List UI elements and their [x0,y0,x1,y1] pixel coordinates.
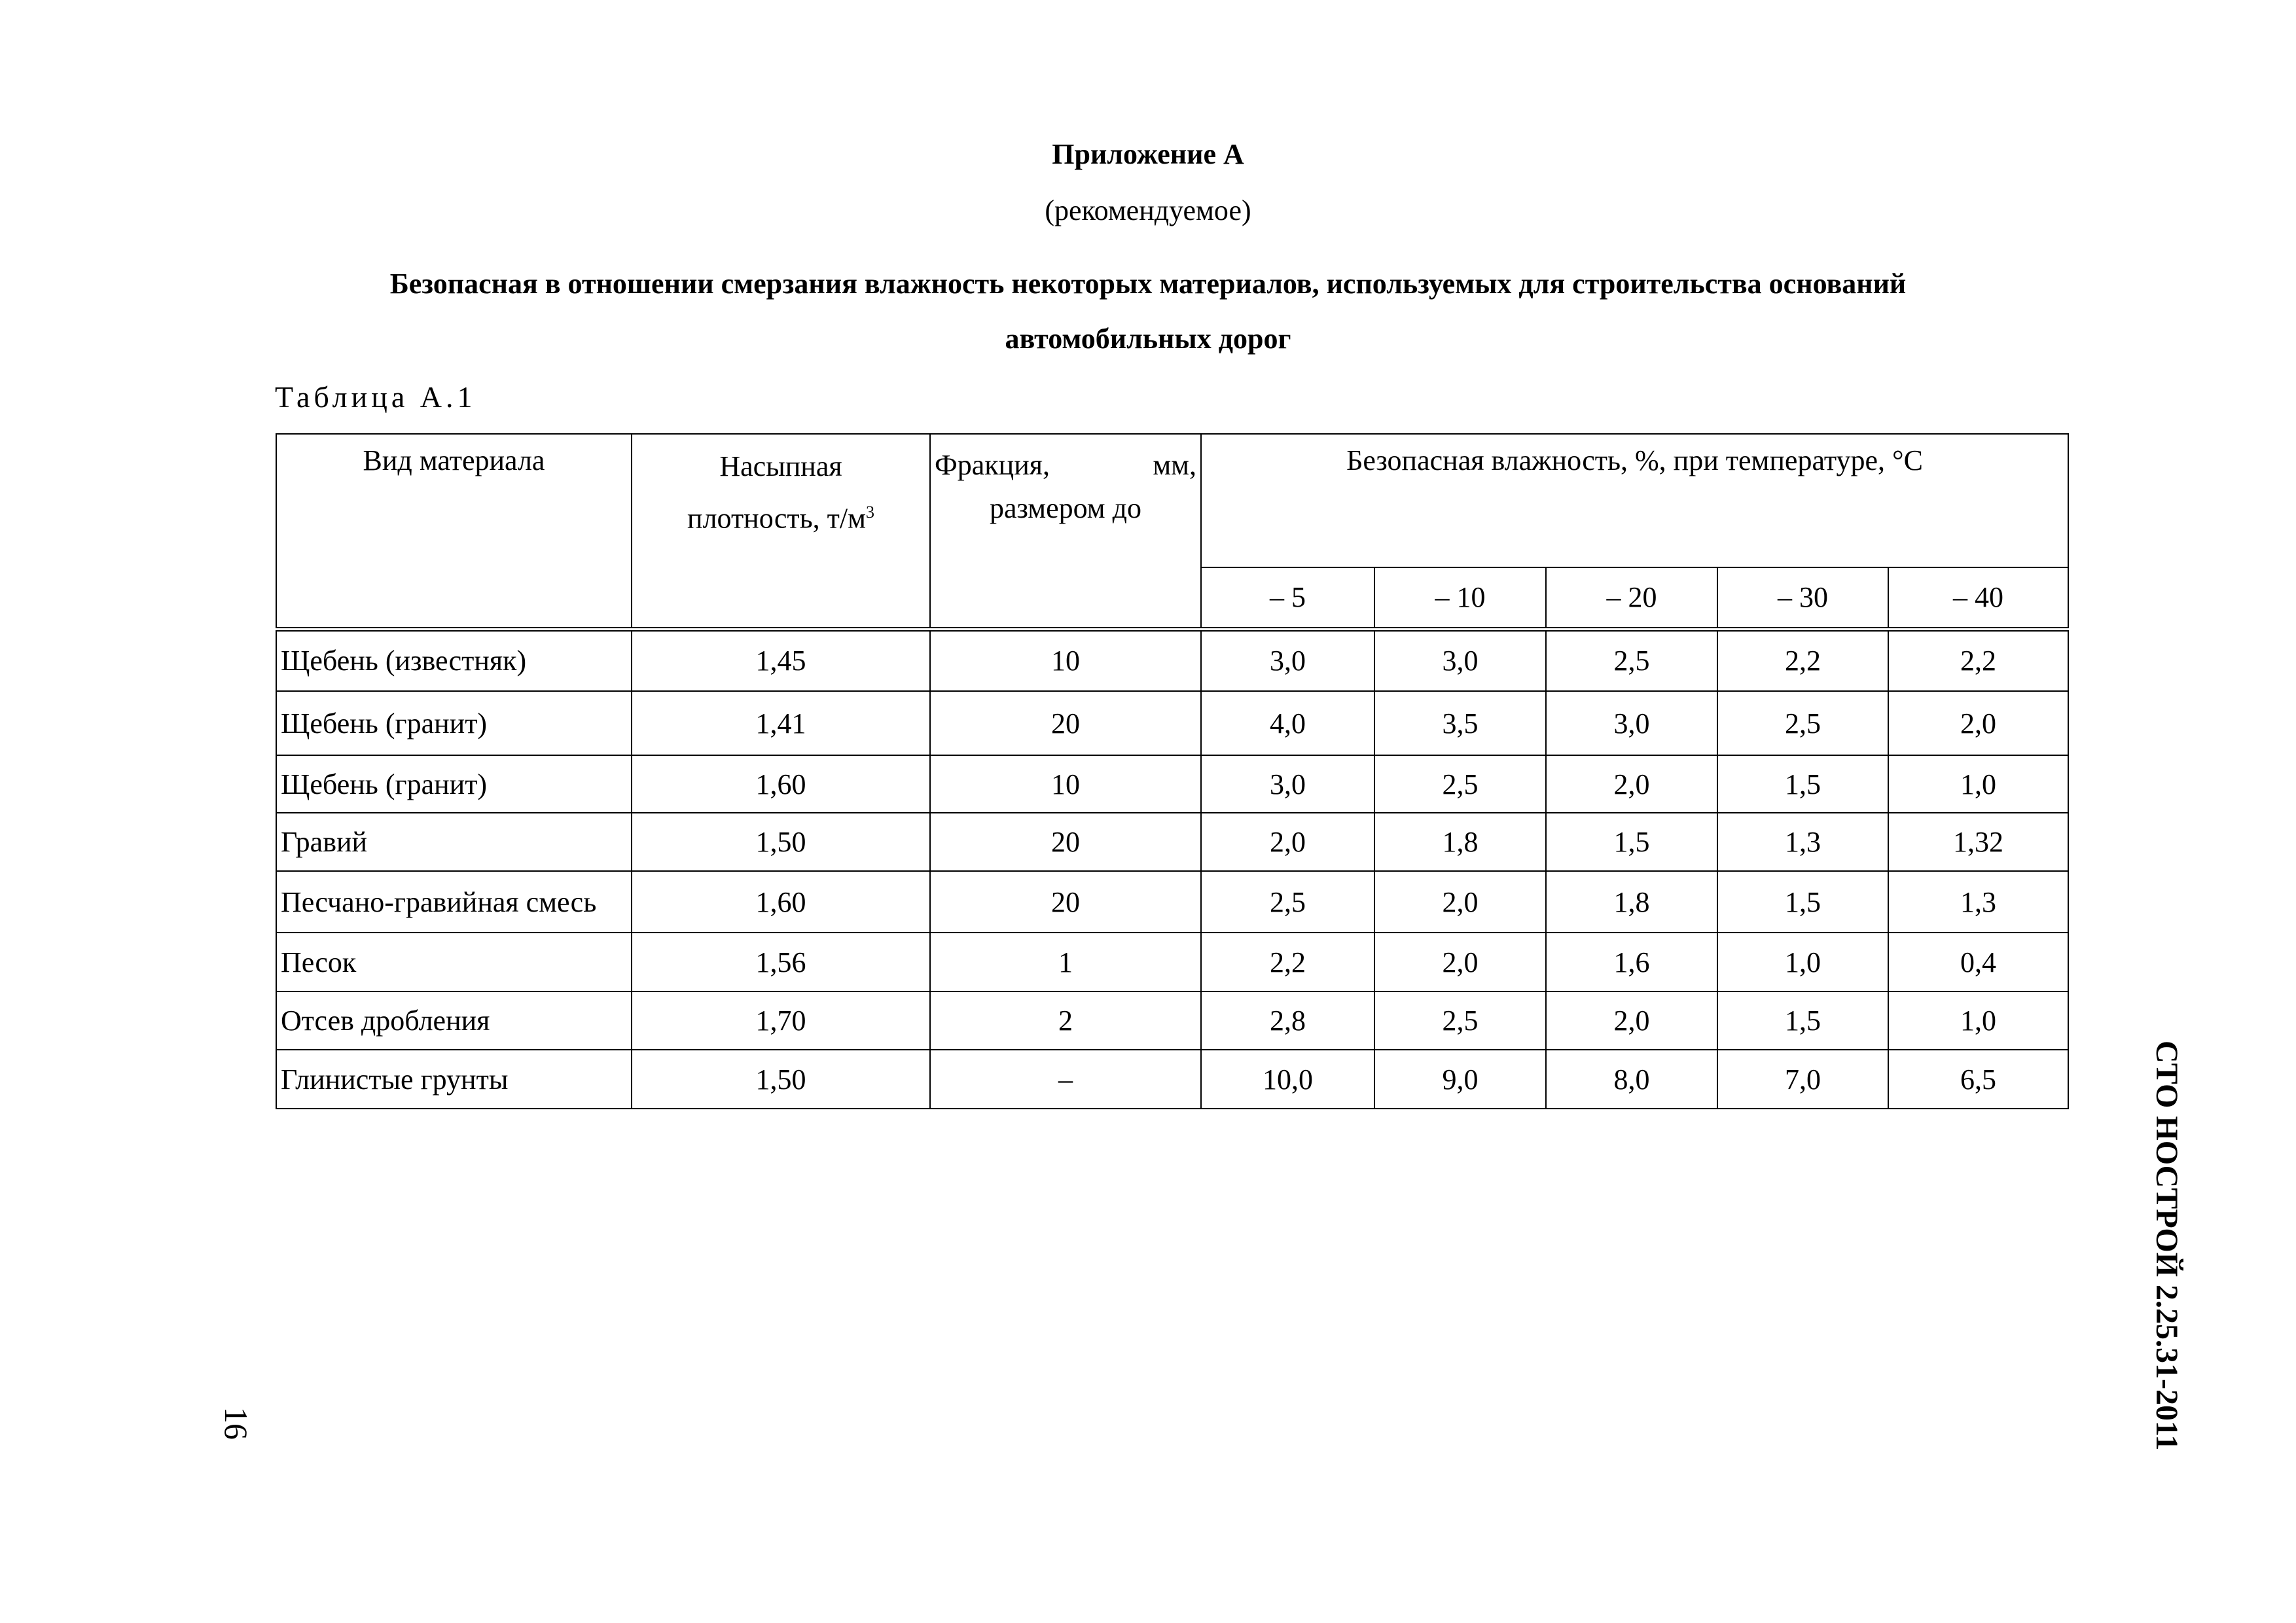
cell-density: 1,41 [632,691,930,755]
cell-material: Песок [276,933,632,991]
header-temp-3: – 20 [1546,567,1717,629]
cell-moisture-value: 2,8 [1201,991,1374,1050]
table-caption: Таблица А.1 [275,380,476,414]
header-fraction [930,434,1201,629]
cell-density: 1,50 [632,813,930,871]
cell-material: Отсев дробления [276,991,632,1050]
header-density-line-2: плотность, т/м [687,502,866,535]
header-density [632,434,930,629]
cell-fraction: 20 [930,871,1201,933]
page-number: 16 [218,1407,255,1440]
cell-material: Щебень (известняк) [276,629,632,691]
table-row [276,871,2068,933]
table-row [276,755,2068,813]
cell-moisture-value: 8,0 [1546,1050,1717,1109]
cell-moisture-value: 3,0 [1201,755,1374,813]
table-row [276,813,2068,871]
cell-moisture-value: 3,5 [1374,691,1546,755]
cell-fraction: 1 [930,933,1201,991]
cell-fraction: 2 [930,991,1201,1050]
cell-fraction: 20 [930,813,1201,871]
cell-moisture-value: 2,5 [1374,991,1546,1050]
cell-moisture-value: 2,2 [1888,629,2068,691]
cell-fraction: 10 [930,629,1201,691]
cell-moisture-value: 3,0 [1374,629,1546,691]
cell-density: 1,50 [632,1050,930,1109]
header-temp-4: – 30 [1717,567,1888,629]
cell-moisture-value: 2,2 [1201,933,1374,991]
cell-moisture-value: 1,8 [1374,813,1546,871]
cell-moisture-value: 7,0 [1717,1050,1888,1109]
cell-moisture-value: 1,5 [1717,991,1888,1050]
table-row [276,1050,2068,1109]
header-row [276,434,2068,567]
header-density-line-1: Насыпная [719,450,842,482]
header-temp-2: – 10 [1374,567,1546,629]
cell-density: 1,70 [632,991,930,1050]
cell-moisture-value: 2,0 [1201,813,1374,871]
cell-moisture-value: 1,5 [1717,871,1888,933]
cell-moisture-value: 2,0 [1374,871,1546,933]
cell-moisture-value: 1,0 [1717,933,1888,991]
document-title [0,257,2296,366]
cell-moisture-value: 1,6 [1546,933,1717,991]
cell-moisture-value: 3,0 [1546,691,1717,755]
document-title-line-2: автомобильных дорог [1005,323,1291,355]
table-row [276,629,2068,691]
header-material: Вид материала [276,434,632,629]
header-fraction-text: Фракция, мм, размером до [935,449,1196,524]
cell-density: 1,56 [632,933,930,991]
cell-moisture-value: 2,0 [1546,755,1717,813]
cell-moisture-value: 1,0 [1888,991,2068,1050]
cell-moisture-value: 2,0 [1546,991,1717,1050]
cell-moisture-value: 0,4 [1888,933,2068,991]
cell-material: Гравий [276,813,632,871]
cell-moisture-value: 2,0 [1888,691,2068,755]
header-temp-5: – 40 [1888,567,2068,629]
cell-moisture-value: 10,0 [1201,1050,1374,1109]
appendix-status: (рекомендуемое) [1045,194,1251,226]
cell-fraction: 20 [930,691,1201,755]
table-row [276,991,2068,1050]
cell-fraction: – [930,1050,1201,1109]
cell-material: Песчано-гравийная смесь [276,871,632,933]
cell-moisture-value: 3,0 [1201,629,1374,691]
header-density-unit-exponent: 3 [865,503,874,522]
cell-moisture-value: 1,5 [1717,755,1888,813]
cell-moisture-value: 4,0 [1201,691,1374,755]
cell-moisture-value: 2,5 [1717,691,1888,755]
document-code: СТО НОСТРОЙ 2.25.31-2011 [2149,1041,2184,1451]
cell-material: Глинистые грунты [276,1050,632,1109]
cell-moisture-value: 1,32 [1888,813,2068,871]
cell-density: 1,45 [632,629,930,691]
cell-material: Щебень (гранит) [276,755,632,813]
cell-density: 1,60 [632,755,930,813]
cell-material: Щебень (гранит) [276,691,632,755]
cell-moisture-value: 2,5 [1546,629,1717,691]
cell-moisture-value: 2,0 [1374,933,1546,991]
cell-moisture-value: 1,3 [1717,813,1888,871]
cell-fraction: 10 [930,755,1201,813]
cell-moisture-value: 1,0 [1888,755,2068,813]
cell-moisture-value: 2,2 [1717,629,1888,691]
cell-density: 1,60 [632,871,930,933]
moisture-table [276,433,2069,1109]
cell-moisture-value: 2,5 [1374,755,1546,813]
cell-moisture-value: 6,5 [1888,1050,2068,1109]
cell-moisture-value: 2,5 [1201,871,1374,933]
header-temp-1: – 5 [1201,567,1374,629]
table-row [276,933,2068,991]
document-title-line-1: Безопасная в отношении смерзания влажность некоторых материалов, используемых для строительства оснований [389,268,1907,300]
table-row [276,691,2068,755]
appendix-title: Приложение А [1052,138,1244,170]
cell-moisture-value: 1,8 [1546,871,1717,933]
cell-moisture-value: 1,3 [1888,871,2068,933]
header-safe-moisture: Безопасная влажность, %, при температуре, °С [1201,434,2068,567]
cell-moisture-value: 9,0 [1374,1050,1546,1109]
cell-moisture-value: 1,5 [1546,813,1717,871]
